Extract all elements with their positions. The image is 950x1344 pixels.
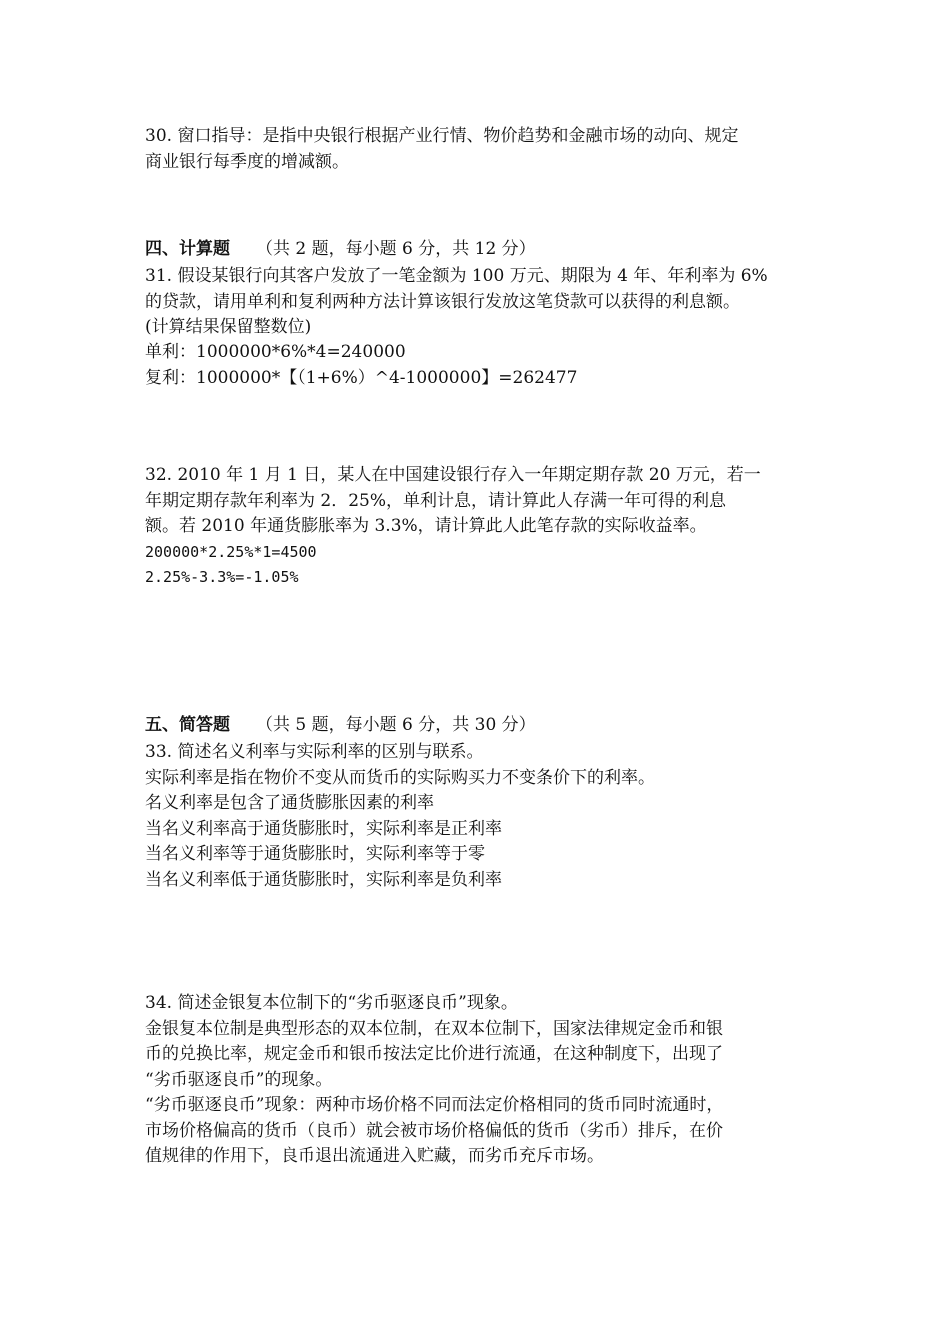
- q32-calc-interest: 200000*2.25%*1=4500: [145, 543, 317, 561]
- q31-line-2: 的贷款，请用单利和复利两种方法计算该银行发放这笔贷款可以获得的利息额。: [145, 292, 740, 312]
- q30-line-2: 商业银行每季度的增减额。: [145, 152, 349, 172]
- q30-line-1: 30. 窗口指导：是指中央银行根据产业行情、物价趋势和金融市场的动向、规定: [145, 126, 739, 146]
- q31-single-interest: 单利：1000000*6%*4=240000: [145, 342, 406, 362]
- q33-line-5: 当名义利率等于通货膨胀时，实际利率等于零: [145, 844, 485, 864]
- section4-heading: [145, 237, 536, 262]
- q32-line-3: 额。若 2010 年通货膨胀率为 3.3%，请计算此人此笔存款的实际收益率。: [145, 516, 707, 536]
- q34-line-2: 金银复本位制是典型形态的双本位制，在双本位制下，国家法律规定金币和银: [145, 1019, 723, 1039]
- q31-line-1: 31. 假设某银行向其客户发放了一笔金额为 100 万元、期限为 4 年、年利率为 6%: [145, 266, 768, 286]
- q34-line-7: 值规律的作用下，良币退出流通进入贮藏，而劣币充斥市场。: [145, 1146, 604, 1166]
- q33-line-2: 实际利率是指在物价不变从而货币的实际购买力不变条价下的利率。: [145, 768, 655, 788]
- q33-line-1: 33. 简述名义利率与实际利率的区别与联系。: [145, 742, 484, 762]
- section4-note: （共 2 题，每小题 6 分，共 12 分）: [256, 239, 536, 259]
- section4-title: 四、计算题: [145, 239, 230, 259]
- q32-calc-real-return: 2.25%-3.3%=-1.05%: [145, 568, 299, 586]
- q34-line-5: “劣币驱逐良币”现象：两种市场价格不同而法定价格相同的货币同时流通时，: [145, 1095, 724, 1115]
- q33-line-3: 名义利率是包含了通货膨胀因素的利率: [145, 793, 434, 813]
- q34-line-6: 市场价格偏高的货币（良币）就会被市场价格偏低的货币（劣币）排斥，在价: [145, 1121, 723, 1141]
- q31-compound-interest: 复利：1000000*【（1+6%）^4-1000000】=262477: [145, 368, 578, 388]
- q34-line-1: 34. 简述金银复本位制下的“劣币驱逐良币”现象。: [145, 993, 518, 1013]
- section5-heading: [145, 713, 536, 738]
- q33-line-6: 当名义利率低于通货膨胀时，实际利率是负利率: [145, 870, 502, 890]
- q32-line-1: 32. 2010 年 1 月 1 日，某人在中国建设银行存入一年期定期存款 20 万元，若一: [145, 465, 761, 485]
- q33-line-4: 当名义利率高于通货膨胀时，实际利率是正利率: [145, 819, 502, 839]
- section5-title: 五、简答题: [145, 715, 230, 735]
- q34-line-4: “劣币驱逐良币”的现象。: [145, 1070, 333, 1090]
- section5-note: （共 5 题，每小题 6 分，共 30 分）: [256, 715, 536, 735]
- q34-line-3: 币的兑换比率，规定金币和银币按法定比价进行流通，在这种制度下，出现了: [145, 1044, 723, 1064]
- q32-line-2: 年期定期存款年利率为 2．25%，单利计息，请计算此人存满一年可得的利息: [145, 491, 727, 511]
- q31-line-3: (计算结果保留整数位): [145, 317, 312, 337]
